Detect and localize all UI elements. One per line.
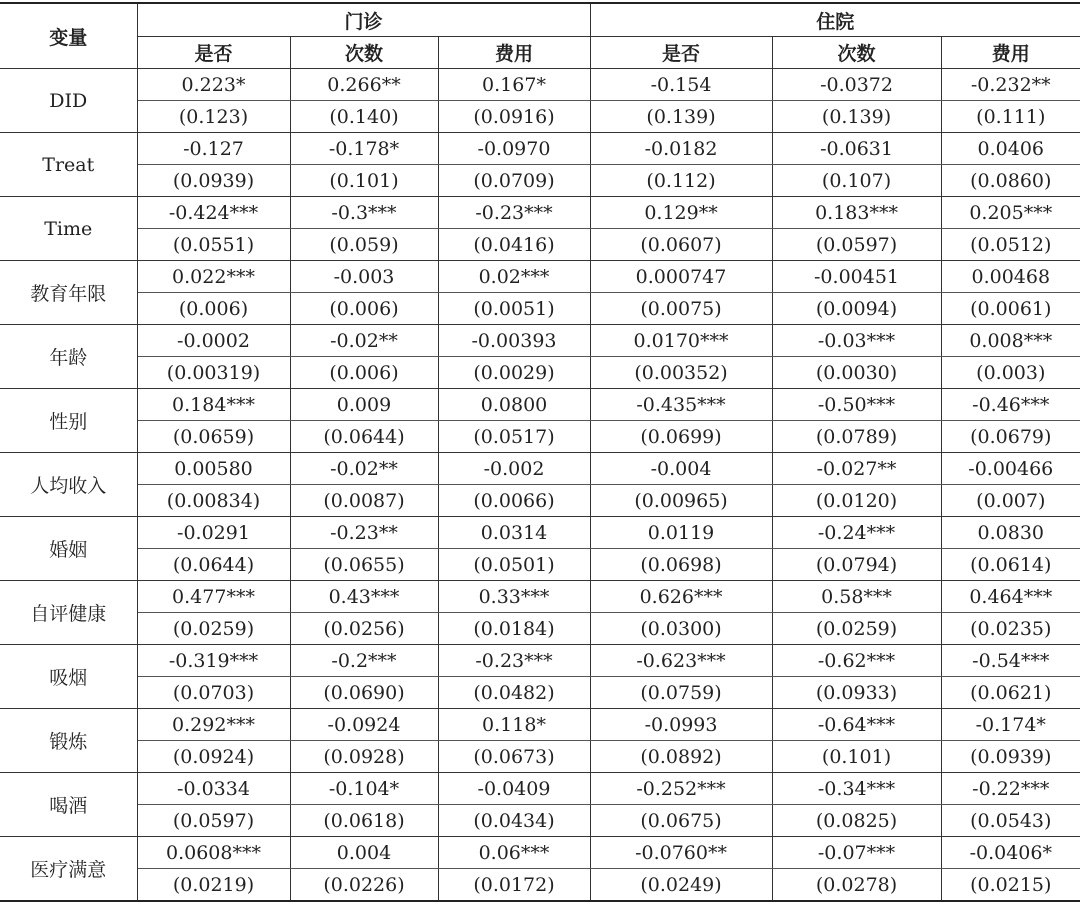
table-row-se (0, 357, 1080, 389)
coef-cell: 0.0830 (941, 517, 1080, 549)
se-cell: (0.0278) (772, 869, 941, 902)
coef-cell: -0.23*** (438, 645, 590, 677)
variable-name-cell: 性别 (0, 389, 137, 453)
table-row-coef (0, 645, 1080, 677)
se-cell: (0.0939) (137, 165, 290, 197)
se-cell: (0.0655) (290, 549, 438, 581)
se-cell: (0.0259) (137, 613, 290, 645)
se-cell: (0.0416) (438, 229, 590, 261)
se-cell: (0.00834) (137, 485, 290, 517)
header-row-subcols (0, 37, 1080, 69)
se-cell: (0.139) (772, 101, 941, 133)
coef-cell: 0.626*** (590, 581, 772, 613)
coef-cell: 0.0170*** (590, 325, 772, 357)
coef-cell: -0.174* (941, 709, 1080, 741)
se-cell: (0.0184) (438, 613, 590, 645)
se-cell: (0.0621) (941, 677, 1080, 709)
coef-cell: 0.0314 (438, 517, 590, 549)
table-row-coef (0, 261, 1080, 293)
variable-name-cell: DID (0, 69, 137, 133)
table-row-coef (0, 389, 1080, 421)
variable-name-cell: 教育年限 (0, 261, 137, 325)
coef-cell: 0.004 (290, 837, 438, 869)
se-cell: (0.0860) (941, 165, 1080, 197)
se-cell: (0.107) (772, 165, 941, 197)
table-row-coef (0, 69, 1080, 101)
coef-cell: -0.54*** (941, 645, 1080, 677)
coef-cell: 0.0406 (941, 133, 1080, 165)
variable-name-cell: 年龄 (0, 325, 137, 389)
coef-cell: -0.64*** (772, 709, 941, 741)
coef-cell: -0.027** (772, 453, 941, 485)
se-cell: (0.0061) (941, 293, 1080, 325)
se-cell: (0.0256) (290, 613, 438, 645)
table-row-coef (0, 517, 1080, 549)
coef-cell: -0.104* (290, 773, 438, 805)
se-cell: (0.0226) (290, 869, 438, 902)
coef-cell: -0.0924 (290, 709, 438, 741)
se-cell: (0.0690) (290, 677, 438, 709)
coef-cell: -0.3*** (290, 197, 438, 229)
se-cell: (0.111) (941, 101, 1080, 133)
se-cell: (0.006) (290, 293, 438, 325)
coef-cell: 0.00468 (941, 261, 1080, 293)
coef-cell: -0.00466 (941, 453, 1080, 485)
coef-cell: 0.167* (438, 69, 590, 101)
se-cell: (0.0087) (290, 485, 438, 517)
coef-cell: -0.0334 (137, 773, 290, 805)
coef-cell: 0.464*** (941, 581, 1080, 613)
coef-cell: -0.435*** (590, 389, 772, 421)
coef-cell: -0.24*** (772, 517, 941, 549)
se-cell: (0.0614) (941, 549, 1080, 581)
coef-cell: 0.0119 (590, 517, 772, 549)
se-cell: (0.0618) (290, 805, 438, 837)
coef-cell: 0.022*** (137, 261, 290, 293)
se-cell: (0.00319) (137, 357, 290, 389)
se-cell: (0.0794) (772, 549, 941, 581)
se-cell: (0.0172) (438, 869, 590, 902)
se-cell: (0.140) (290, 101, 438, 133)
coef-cell: -0.23*** (438, 197, 590, 229)
coef-cell: -0.0409 (438, 773, 590, 805)
se-cell: (0.0825) (772, 805, 941, 837)
se-cell: (0.0482) (438, 677, 590, 709)
table-row-se (0, 677, 1080, 709)
coef-cell: -0.62*** (772, 645, 941, 677)
se-cell: (0.0030) (772, 357, 941, 389)
se-cell: (0.006) (290, 357, 438, 389)
coef-cell: 0.02*** (438, 261, 590, 293)
se-cell: (0.0759) (590, 677, 772, 709)
variable-name-cell: 医疗满意 (0, 837, 137, 902)
se-cell: (0.0607) (590, 229, 772, 261)
coef-cell: -0.0002 (137, 325, 290, 357)
coef-cell: 0.0608*** (137, 837, 290, 869)
se-cell: (0.0120) (772, 485, 941, 517)
variable-name-cell: 婚姻 (0, 517, 137, 581)
se-cell: (0.0551) (137, 229, 290, 261)
se-cell: (0.0501) (438, 549, 590, 581)
variable-name-cell: 人均收入 (0, 453, 137, 517)
coef-cell: 0.223* (137, 69, 290, 101)
se-cell: (0.0597) (772, 229, 941, 261)
se-cell: (0.0235) (941, 613, 1080, 645)
coef-cell: -0.46*** (941, 389, 1080, 421)
se-cell: (0.0219) (137, 869, 290, 902)
se-cell: (0.101) (772, 741, 941, 773)
coef-cell: -0.0993 (590, 709, 772, 741)
table-row-se (0, 869, 1080, 902)
coef-cell: 0.009 (290, 389, 438, 421)
table-row-coef (0, 581, 1080, 613)
table-row-coef (0, 133, 1080, 165)
coef-cell: -0.0631 (772, 133, 941, 165)
se-cell: (0.0066) (438, 485, 590, 517)
table-row-se (0, 485, 1080, 517)
coef-cell: -0.00451 (772, 261, 941, 293)
se-cell: (0.0928) (290, 741, 438, 773)
coef-cell: -0.003 (290, 261, 438, 293)
coef-cell: 0.184*** (137, 389, 290, 421)
table-row-coef (0, 453, 1080, 485)
variable-name-cell: 锻炼 (0, 709, 137, 773)
se-cell: (0.0789) (772, 421, 941, 453)
se-cell: (0.0644) (290, 421, 438, 453)
table-row-se (0, 549, 1080, 581)
se-cell: (0.00965) (590, 485, 772, 517)
se-cell: (0.0434) (438, 805, 590, 837)
se-cell: (0.0512) (941, 229, 1080, 261)
coef-cell: -0.0970 (438, 133, 590, 165)
coef-cell: -0.252*** (590, 773, 772, 805)
se-cell: (0.0075) (590, 293, 772, 325)
coef-cell: 0.58*** (772, 581, 941, 613)
se-cell: (0.0259) (772, 613, 941, 645)
se-cell: (0.0679) (941, 421, 1080, 453)
coef-cell: 0.183*** (772, 197, 941, 229)
table-row-coef (0, 709, 1080, 741)
se-cell: (0.139) (590, 101, 772, 133)
group-header-outpatient: 门诊 (137, 3, 590, 37)
se-cell: (0.0249) (590, 869, 772, 902)
se-cell: (0.0659) (137, 421, 290, 453)
subcol-header: 是否 (137, 37, 290, 69)
se-cell: (0.0644) (137, 549, 290, 581)
coef-cell: -0.424*** (137, 197, 290, 229)
coef-cell: -0.0372 (772, 69, 941, 101)
se-cell: (0.0924) (137, 741, 290, 773)
se-cell: (0.0699) (590, 421, 772, 453)
se-cell: (0.003) (941, 357, 1080, 389)
coef-cell: 0.477*** (137, 581, 290, 613)
coef-cell: 0.0800 (438, 389, 590, 421)
subcol-header: 费用 (438, 37, 590, 69)
se-cell: (0.0675) (590, 805, 772, 837)
table-row-se (0, 613, 1080, 645)
table-row-se (0, 741, 1080, 773)
table-row-se (0, 421, 1080, 453)
coef-cell: 0.06*** (438, 837, 590, 869)
se-cell: (0.0300) (590, 613, 772, 645)
table-row-coef (0, 325, 1080, 357)
coef-cell: -0.34*** (772, 773, 941, 805)
subcol-header: 次数 (772, 37, 941, 69)
se-cell: (0.0916) (438, 101, 590, 133)
coef-cell: 0.266** (290, 69, 438, 101)
coef-cell: -0.2*** (290, 645, 438, 677)
table-row-se (0, 101, 1080, 133)
se-cell: (0.0051) (438, 293, 590, 325)
coef-cell: -0.0760** (590, 837, 772, 869)
subcol-header: 次数 (290, 37, 438, 69)
table-row-se (0, 229, 1080, 261)
coef-cell: -0.004 (590, 453, 772, 485)
se-cell: (0.059) (290, 229, 438, 261)
table-row-coef (0, 197, 1080, 229)
coef-cell: -0.0291 (137, 517, 290, 549)
se-cell: (0.123) (137, 101, 290, 133)
se-cell: (0.0543) (941, 805, 1080, 837)
variable-name-cell: 喝酒 (0, 773, 137, 837)
group-header-inpatient: 住院 (590, 3, 1080, 37)
coef-cell: -0.50*** (772, 389, 941, 421)
se-cell: (0.0597) (137, 805, 290, 837)
variable-name-cell: 自评健康 (0, 581, 137, 645)
table-body (0, 69, 1080, 902)
coef-cell: -0.02** (290, 325, 438, 357)
regression-table (0, 2, 1080, 902)
coef-cell: -0.002 (438, 453, 590, 485)
subcol-header: 费用 (941, 37, 1080, 69)
se-cell: (0.0709) (438, 165, 590, 197)
table-row-coef (0, 837, 1080, 869)
se-cell: (0.0703) (137, 677, 290, 709)
coef-cell: -0.319*** (137, 645, 290, 677)
coef-cell: 0.292*** (137, 709, 290, 741)
coef-cell: -0.23** (290, 517, 438, 549)
subcol-header: 是否 (590, 37, 772, 69)
coef-cell: 0.43*** (290, 581, 438, 613)
se-cell: (0.0029) (438, 357, 590, 389)
coef-cell: -0.02** (290, 453, 438, 485)
coef-cell: 0.205*** (941, 197, 1080, 229)
se-cell: (0.0215) (941, 869, 1080, 902)
coef-cell: -0.07*** (772, 837, 941, 869)
coef-cell: 0.00580 (137, 453, 290, 485)
coef-cell: -0.22*** (941, 773, 1080, 805)
coef-cell: -0.00393 (438, 325, 590, 357)
se-cell: (0.0673) (438, 741, 590, 773)
coef-cell: 0.33*** (438, 581, 590, 613)
se-cell: (0.0094) (772, 293, 941, 325)
coef-cell: -0.127 (137, 133, 290, 165)
se-cell: (0.0698) (590, 549, 772, 581)
coef-cell: -0.623*** (590, 645, 772, 677)
coef-cell: 0.118* (438, 709, 590, 741)
coef-cell: -0.0406* (941, 837, 1080, 869)
variable-name-cell: Treat (0, 133, 137, 197)
coef-cell: -0.03*** (772, 325, 941, 357)
variable-name-cell: Time (0, 197, 137, 261)
coef-cell: 0.000747 (590, 261, 772, 293)
variable-header: 变量 (0, 3, 137, 69)
se-cell: (0.00352) (590, 357, 772, 389)
coef-cell: -0.178* (290, 133, 438, 165)
se-cell: (0.101) (290, 165, 438, 197)
se-cell: (0.006) (137, 293, 290, 325)
header-row-groups (0, 3, 1080, 37)
table-row-coef (0, 773, 1080, 805)
se-cell: (0.112) (590, 165, 772, 197)
coef-cell: -0.154 (590, 69, 772, 101)
coef-cell: 0.129** (590, 197, 772, 229)
table-row-se (0, 805, 1080, 837)
coef-cell: 0.008*** (941, 325, 1080, 357)
table-row-se (0, 293, 1080, 325)
se-cell: (0.0517) (438, 421, 590, 453)
variable-name-cell: 吸烟 (0, 645, 137, 709)
coef-cell: -0.0182 (590, 133, 772, 165)
coef-cell: -0.232** (941, 69, 1080, 101)
se-cell: (0.007) (941, 485, 1080, 517)
se-cell: (0.0933) (772, 677, 941, 709)
se-cell: (0.0892) (590, 741, 772, 773)
se-cell: (0.0939) (941, 741, 1080, 773)
table-row-se (0, 165, 1080, 197)
